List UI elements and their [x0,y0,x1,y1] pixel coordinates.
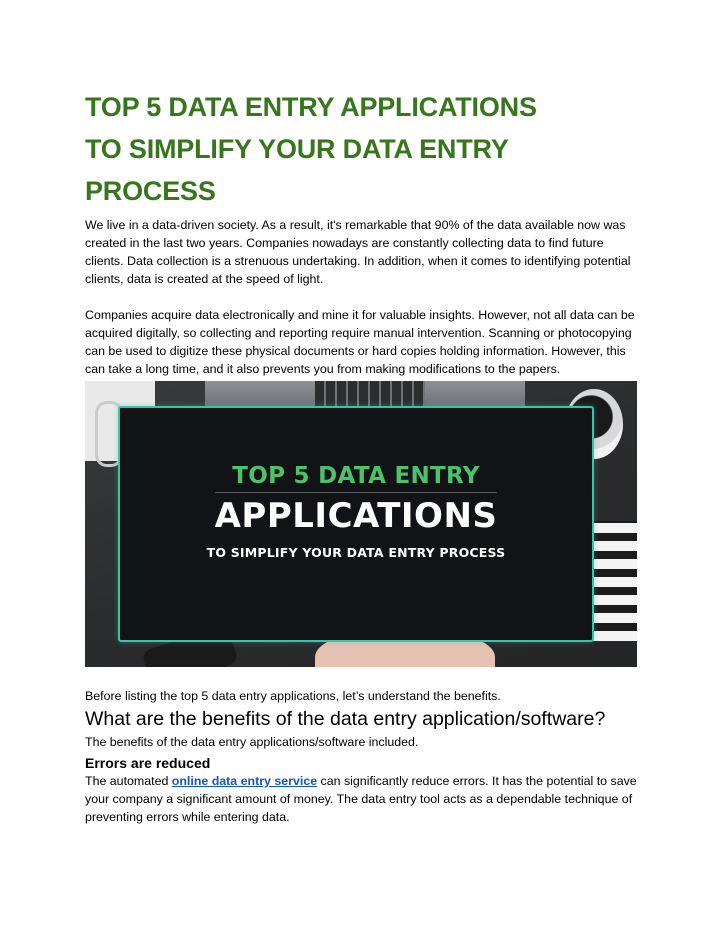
hero-title-line2: APPLICATIONS [214,496,498,536]
before-listing-paragraph: Before listing the top 5 data entry applications, let’s understand the benefits. [85,689,501,703]
notebook-decoration [591,521,637,641]
benefits-heading: What are the benefits of the data entry application/software? [85,708,606,730]
document-title [85,86,637,212]
intro-paragraph: We live in a data-driven society. As a result, it's remarkable that 90% of the data available now was created in the last two years. Companies nowadays are constantly collecting data to find future clients. Data collection is a strenuous undertaking. In addition, when it comes to identifying potential clients, data is created at the speed of light. [85,218,631,286]
hero-divider [215,492,497,493]
hero-title-line3: TO SIMPLIFY YOUR DATA ENTRY PROCESS [206,545,506,560]
document-content [85,86,637,826]
title-line: TOP 5 DATA ENTRY APPLICATIONS [85,92,537,122]
hero-image [85,381,637,667]
second-paragraph: Companies acquire data electronically and mine it for valuable insights. However, not all data can be acquired digitally, so collecting and reporting require manual intervention. Scanning or photocopying can be used to digitize these physical documents or hard copies holding information. However, this can take a long time, and it also prevents you from making modifications to the papers. [85,308,635,376]
online-data-entry-service-link[interactable]: online data entry service [171,774,318,788]
errors-heading: Errors are reduced [85,755,211,771]
errors-text-before-link: The automated [85,774,172,788]
title-line: PROCESS [85,176,216,206]
benefits-intro: The benefits of the data entry applications/software included. [85,735,419,749]
errors-paragraph [85,772,637,826]
hero-title-card [118,406,594,642]
keyboard-decoration [315,381,425,409]
hero-title-line1: TOP 5 DATA ENTRY [232,463,480,489]
title-line: TO SIMPLIFY YOUR DATA ENTRY [85,134,509,164]
errors-text-after-link: can significantly reduce errors. It has the potential to save your company a significant amount of money. The data entry tool acts as a dependable technique of preventing errors while entering data. [85,774,637,824]
